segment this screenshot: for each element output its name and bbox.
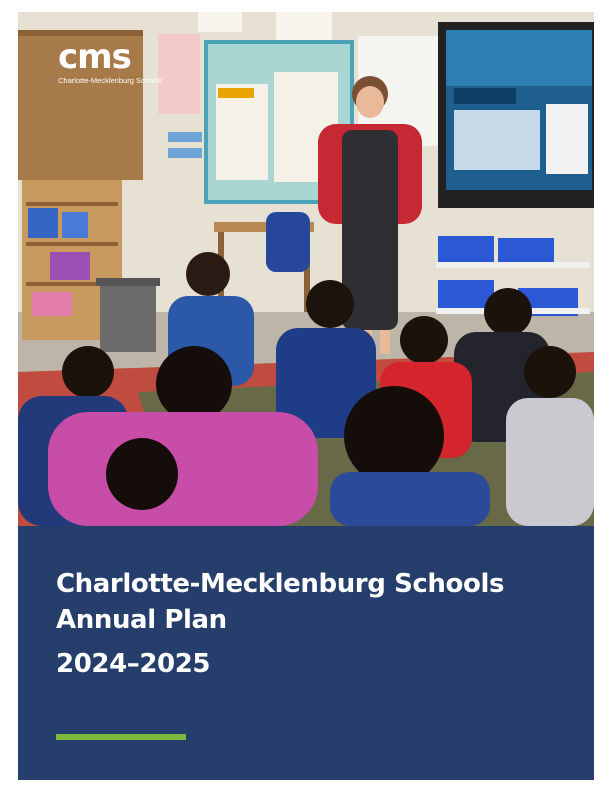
- document-title: [56, 566, 504, 682]
- title-line-plan: Annual Plan: [56, 605, 227, 635]
- cover-photo: [18, 12, 594, 526]
- title-line-year: 2024–2025: [56, 649, 211, 679]
- cms-logo: [58, 37, 163, 85]
- logo-name: Charlotte-Mecklenburg Schools: [58, 76, 163, 85]
- title-line-organization: Charlotte-Mecklenburg Schools: [56, 569, 505, 599]
- logo-mark: cms: [58, 37, 131, 77]
- accent-rule: [56, 734, 186, 740]
- title-panel: [18, 526, 594, 780]
